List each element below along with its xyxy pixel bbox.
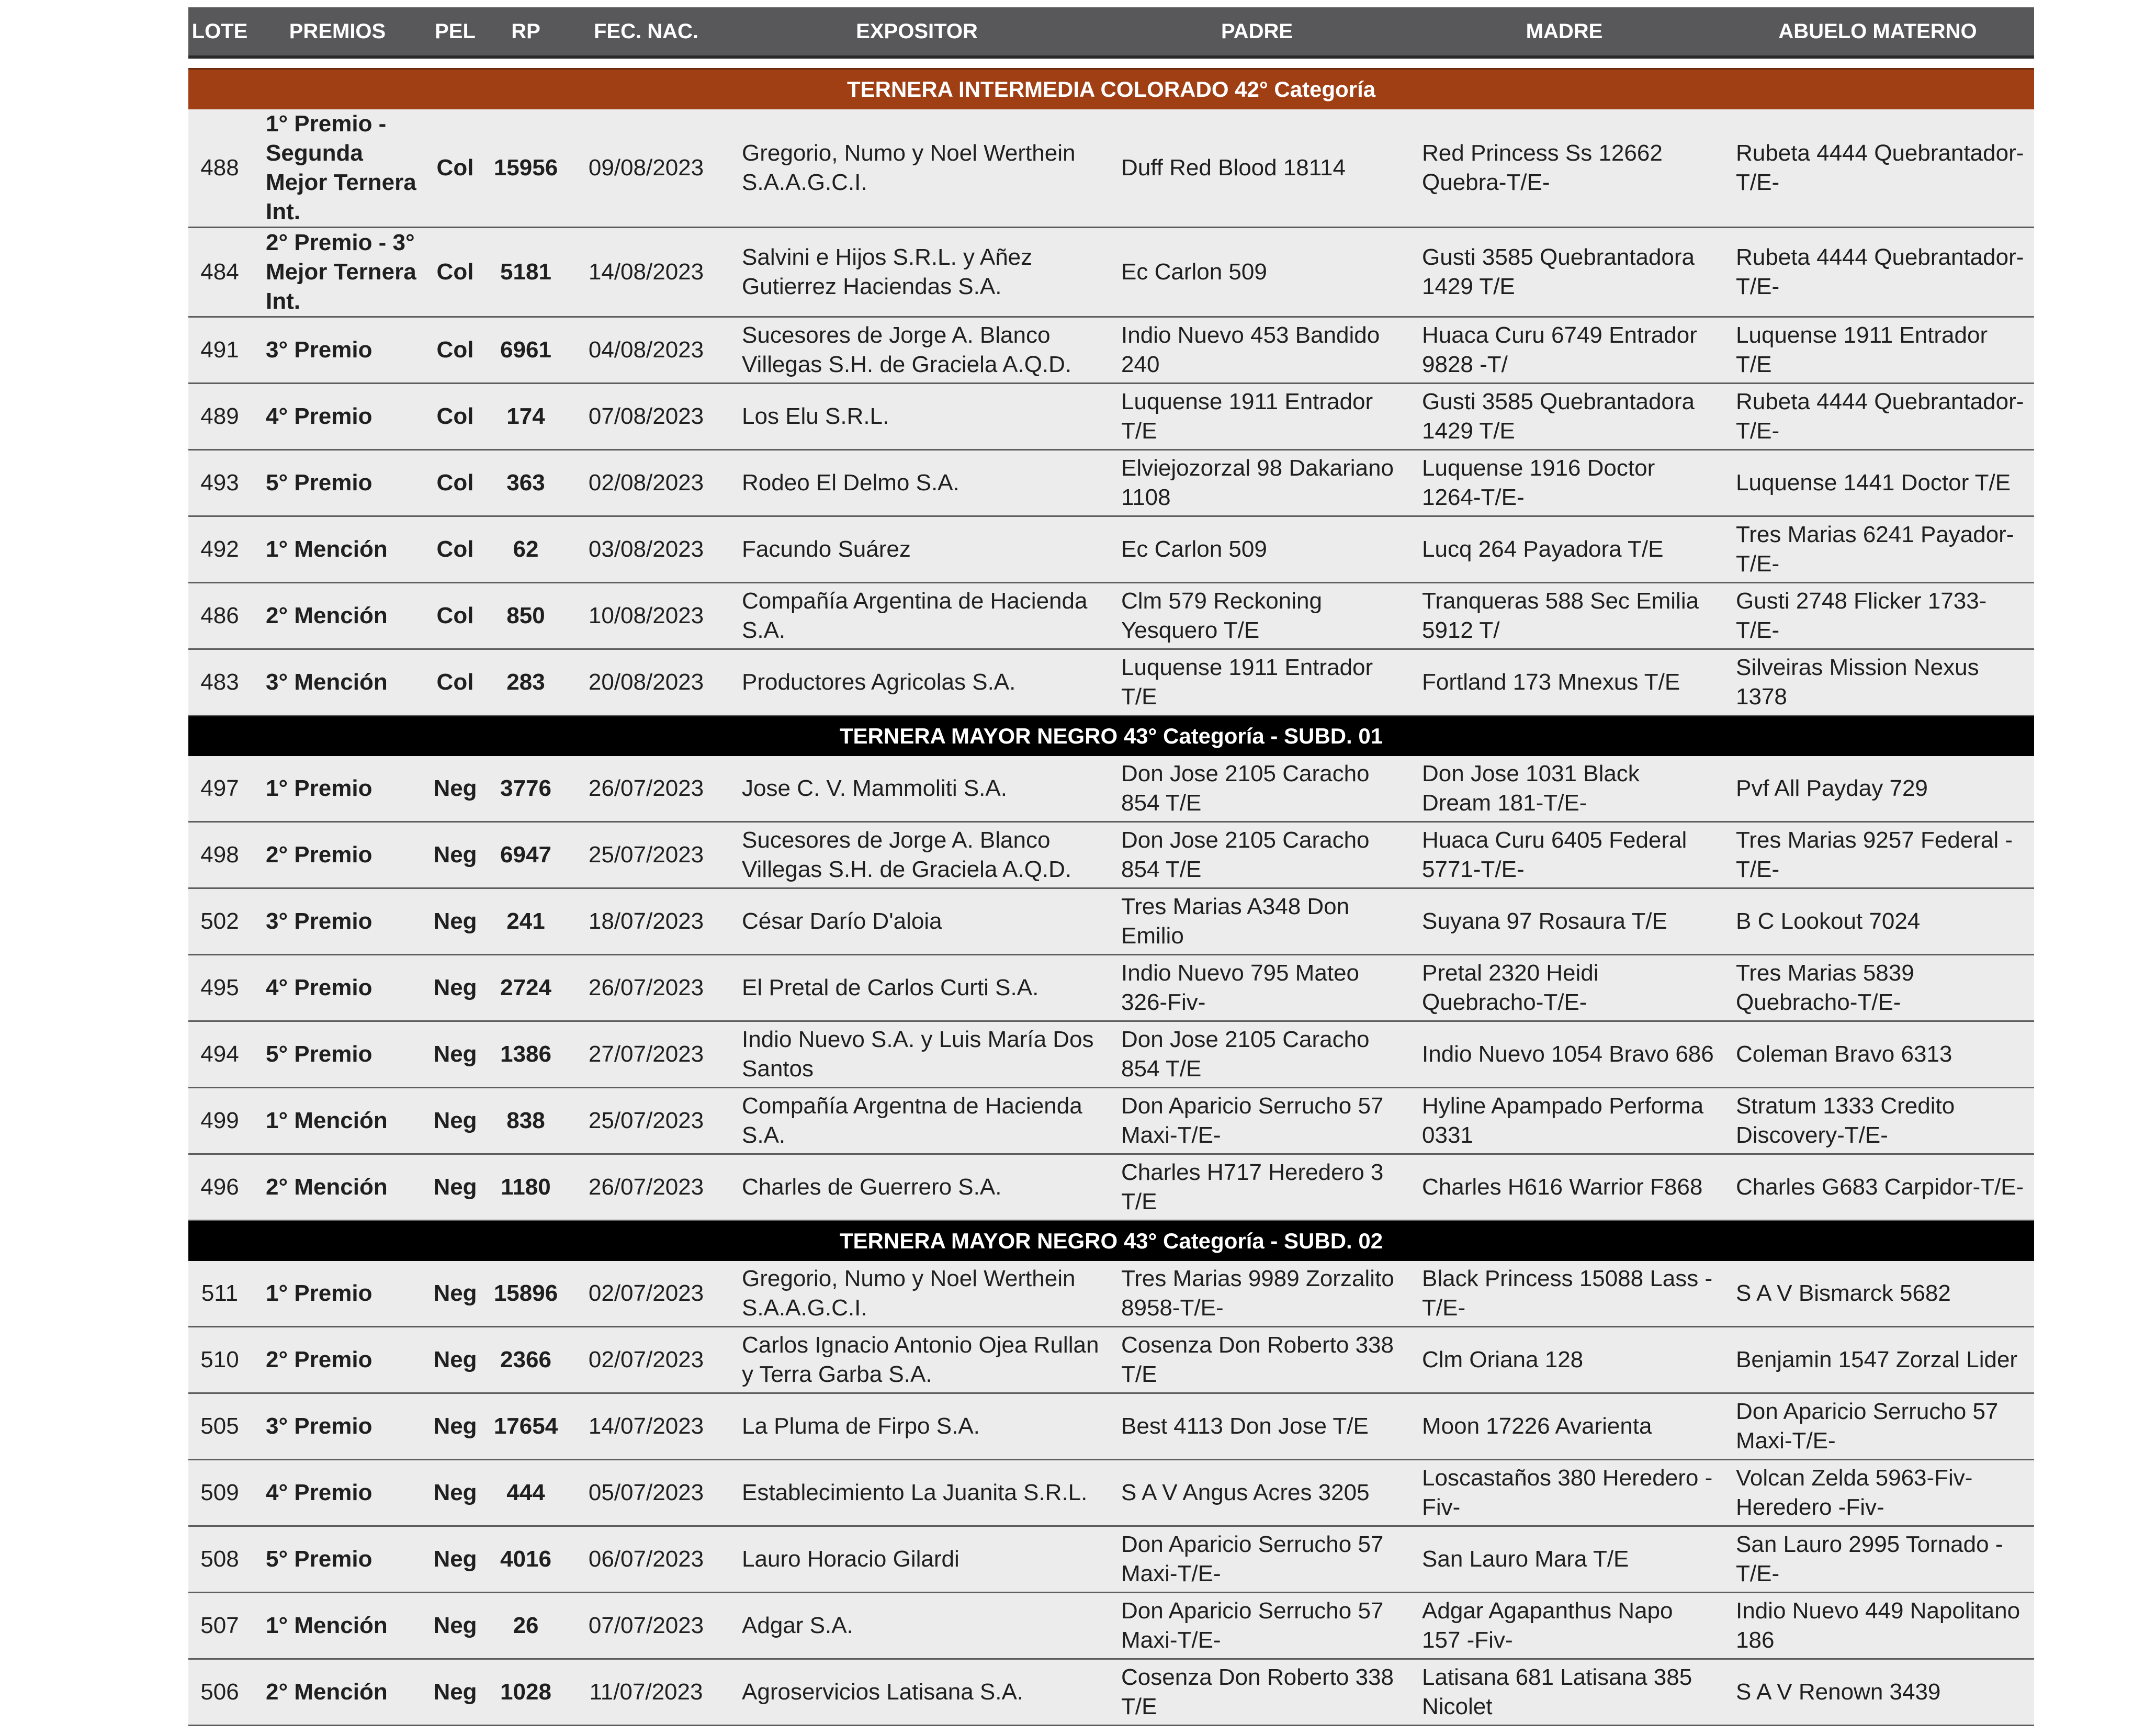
category-title: TERNERA MAYOR NEGRO 43° Categoría - SUBD. 01 [188, 716, 2034, 757]
expositor-cell: Compañía Argentina de Hacienda S.A. [727, 583, 1107, 649]
rp-cell: 6961 [487, 317, 565, 384]
madre-cell: Lucq 264 Payadora T/E [1407, 516, 1721, 583]
table-row [188, 1460, 2034, 1526]
abuelo-materno-cell: Benjamin 1547 Zorzal Lider [1721, 1327, 2034, 1393]
table-row [188, 1659, 2034, 1726]
fec-nac-cell: 02/07/2023 [565, 1327, 727, 1393]
fec-nac-cell: 07/08/2023 [565, 384, 727, 450]
lote-cell: 491 [188, 317, 251, 384]
lote-cell: 494 [188, 1021, 251, 1088]
pel-cell: Col [424, 516, 487, 583]
abuelo-materno-cell: Coleman Bravo 6313 [1721, 1021, 2034, 1088]
results-table [188, 7, 2034, 1726]
padre-cell: Cosenza Don Roberto 338 T/E [1107, 1327, 1407, 1393]
lote-cell: 497 [188, 756, 251, 822]
abuelo-materno-cell: Rubeta 4444 Quebrantador-T/E- [1721, 228, 2034, 317]
padre-cell: Clm 579 Reckoning Yesquero T/E [1107, 583, 1407, 649]
lote-cell: 499 [188, 1088, 251, 1154]
premio-cell: 5° Premio [251, 1021, 424, 1088]
rp-cell: 1028 [487, 1659, 565, 1726]
rp-cell: 4016 [487, 1526, 565, 1593]
fec-nac-cell: 26/07/2023 [565, 756, 727, 822]
rp-cell: 6947 [487, 822, 565, 888]
rp-cell: 1386 [487, 1021, 565, 1088]
rp-cell: 838 [487, 1088, 565, 1154]
fec-nac-cell: 05/07/2023 [565, 1460, 727, 1526]
rp-cell: 15896 [487, 1261, 565, 1327]
madre-cell: Luquense 1916 Doctor 1264-T/E- [1407, 450, 1721, 516]
rp-cell: 174 [487, 384, 565, 450]
padre-cell: Tres Marias 9989 Zorzalito 8958-T/E- [1107, 1261, 1407, 1327]
madre-cell: Hyline Apampado Performa 0331 [1407, 1088, 1721, 1154]
lote-cell: 486 [188, 583, 251, 649]
lote-cell: 510 [188, 1327, 251, 1393]
table-row [188, 1021, 2034, 1088]
premio-cell: 3° Premio [251, 317, 424, 384]
pel-cell: Neg [424, 1327, 487, 1393]
expositor-cell: Gregorio, Numo y Noel Werthein S.A.A.G.C.I. [727, 109, 1107, 228]
padre-cell: Ec Carlon 509 [1107, 516, 1407, 583]
rp-cell: 3776 [487, 756, 565, 822]
category-title: TERNERA INTERMEDIA COLORADO 42° Categoría [188, 69, 2034, 110]
abuelo-materno-cell: Pvf All Payday 729 [1721, 756, 2034, 822]
pel-cell: Neg [424, 1088, 487, 1154]
padre-cell: Don Aparicio Serrucho 57 Maxi-T/E- [1107, 1593, 1407, 1659]
lote-cell: 502 [188, 888, 251, 955]
abuelo-materno-cell: Luquense 1441 Doctor T/E [1721, 450, 2034, 516]
lote-cell: 484 [188, 228, 251, 317]
abuelo-materno-cell: Tres Marias 5839 Quebracho-T/E- [1721, 955, 2034, 1021]
premio-cell: 3° Mención [251, 649, 424, 716]
table-row [188, 1154, 2034, 1221]
rp-cell: 5181 [487, 228, 565, 317]
abuelo-materno-cell: Silveiras Mission Nexus 1378 [1721, 649, 2034, 716]
rp-cell: 2366 [487, 1327, 565, 1393]
pel-cell: Neg [424, 1154, 487, 1221]
premio-cell: 1° Premio - Segunda Mejor Ternera Int. [251, 109, 424, 228]
abuelo-materno-cell: San Lauro 2995 Tornado -T/E- [1721, 1526, 2034, 1593]
lote-cell: 498 [188, 822, 251, 888]
premio-cell: 2° Mención [251, 583, 424, 649]
lote-cell: 506 [188, 1659, 251, 1726]
lote-cell: 483 [188, 649, 251, 716]
pel-cell: Neg [424, 1526, 487, 1593]
lote-cell: 496 [188, 1154, 251, 1221]
fec-nac-cell: 07/07/2023 [565, 1593, 727, 1659]
madre-cell: Latisana 681 Latisana 385 Nicolet [1407, 1659, 1721, 1726]
premio-cell: 2° Mención [251, 1154, 424, 1221]
expositor-cell: Indio Nuevo S.A. y Luis María Dos Santos [727, 1021, 1107, 1088]
table-row [188, 317, 2034, 384]
expositor-cell: Agroservicios Latisana S.A. [727, 1659, 1107, 1726]
rp-cell: 241 [487, 888, 565, 955]
fec-nac-cell: 11/07/2023 [565, 1659, 727, 1726]
padre-cell: Cosenza Don Roberto 338 T/E [1107, 1659, 1407, 1726]
table-row [188, 1088, 2034, 1154]
table-row [188, 516, 2034, 583]
fec-nac-cell: 25/07/2023 [565, 1088, 727, 1154]
pel-cell: Neg [424, 888, 487, 955]
premio-cell: 2° Premio [251, 822, 424, 888]
pel-cell: Neg [424, 1593, 487, 1659]
abuelo-materno-cell: Indio Nuevo 449 Napolitano 186 [1721, 1593, 2034, 1659]
expositor-cell: El Pretal de Carlos Curti S.A. [727, 955, 1107, 1021]
fec-nac-cell: 27/07/2023 [565, 1021, 727, 1088]
col-header-pel: PEL [424, 7, 487, 57]
abuelo-materno-cell: S A V Bismarck 5682 [1721, 1261, 2034, 1327]
padre-cell: Luquense 1911 Entrador T/E [1107, 649, 1407, 716]
abuelo-materno-cell: Volcan Zelda 5963-Fiv-Heredero -Fiv- [1721, 1460, 2034, 1526]
padre-cell: S A V Angus Acres 3205 [1107, 1460, 1407, 1526]
abuelo-materno-cell: Tres Marias 9257 Federal -T/E- [1721, 822, 2034, 888]
expositor-cell: Productores Agricolas S.A. [727, 649, 1107, 716]
abuelo-materno-cell: Don Aparicio Serrucho 57 Maxi-T/E- [1721, 1393, 2034, 1460]
madre-cell: Moon 17226 Avarienta [1407, 1393, 1721, 1460]
table-row [188, 1327, 2034, 1393]
expositor-cell: Sucesores de Jorge A. Blanco Villegas S.H. de Graciela A.Q.D. [727, 822, 1107, 888]
abuelo-materno-cell: S A V Renown 3439 [1721, 1659, 2034, 1726]
col-header-premios: PREMIOS [251, 7, 424, 57]
abuelo-materno-cell: Gusti 2748 Flicker 1733-T/E- [1721, 583, 2034, 649]
madre-cell: Huaca Curu 6749 Entrador 9828 -T/ [1407, 317, 1721, 384]
premio-cell: 4° Premio [251, 384, 424, 450]
table-row [188, 756, 2034, 822]
rp-cell: 283 [487, 649, 565, 716]
rp-cell: 26 [487, 1593, 565, 1659]
madre-cell: Indio Nuevo 1054 Bravo 686 [1407, 1021, 1721, 1088]
table-row [188, 1593, 2034, 1659]
table-row [188, 583, 2034, 649]
rp-cell: 444 [487, 1460, 565, 1526]
fec-nac-cell: 14/07/2023 [565, 1393, 727, 1460]
category-header-row [188, 69, 2034, 110]
pel-cell: Col [424, 109, 487, 228]
pel-cell: Neg [424, 756, 487, 822]
madre-cell: Loscastaños 380 Heredero -Fiv- [1407, 1460, 1721, 1526]
abuelo-materno-cell: Charles G683 Carpidor-T/E- [1721, 1154, 2034, 1221]
fec-nac-cell: 02/08/2023 [565, 450, 727, 516]
madre-cell: Gusti 3585 Quebrantadora 1429 T/E [1407, 384, 1721, 450]
table-row [188, 1261, 2034, 1327]
premio-cell: 2° Premio [251, 1327, 424, 1393]
fec-nac-cell: 25/07/2023 [565, 822, 727, 888]
fec-nac-cell: 02/07/2023 [565, 1261, 727, 1327]
rp-cell: 62 [487, 516, 565, 583]
premio-cell: 1° Mención [251, 1593, 424, 1659]
madre-cell: Black Princess 15088 Lass -T/E- [1407, 1261, 1721, 1327]
abuelo-materno-cell: Stratum 1333 Credito Discovery-T/E- [1721, 1088, 2034, 1154]
fec-nac-cell: 20/08/2023 [565, 649, 727, 716]
fec-nac-cell: 10/08/2023 [565, 583, 727, 649]
expositor-cell: Adgar S.A. [727, 1593, 1107, 1659]
expositor-cell: Lauro Horacio Gilardi [727, 1526, 1107, 1593]
expositor-cell: Sucesores de Jorge A. Blanco Villegas S.H. de Graciela A.Q.D. [727, 317, 1107, 384]
madre-cell: Don Jose 1031 Black Dream 181-T/E- [1407, 756, 1721, 822]
table-row [188, 450, 2034, 516]
rp-cell: 15956 [487, 109, 565, 228]
col-header-madre: MADRE [1407, 7, 1721, 57]
premio-cell: 3° Premio [251, 1393, 424, 1460]
madre-cell: Gusti 3585 Quebrantadora 1429 T/E [1407, 228, 1721, 317]
table-row [188, 384, 2034, 450]
expositor-cell: César Darío D'aloia [727, 888, 1107, 955]
madre-cell: Charles H616 Warrior F868 [1407, 1154, 1721, 1221]
fec-nac-cell: 18/07/2023 [565, 888, 727, 955]
lote-cell: 488 [188, 109, 251, 228]
padre-cell: Elviejozorzal 98 Dakariano 1108 [1107, 450, 1407, 516]
expositor-cell: Charles de Guerrero S.A. [727, 1154, 1107, 1221]
pel-cell: Neg [424, 1393, 487, 1460]
abuelo-materno-cell: Rubeta 4444 Quebrantador-T/E- [1721, 384, 2034, 450]
padre-cell: Don Jose 2105 Caracho 854 T/E [1107, 1021, 1407, 1088]
col-header-expositor: EXPOSITOR [727, 7, 1107, 57]
fec-nac-cell: 26/07/2023 [565, 1154, 727, 1221]
expositor-cell: Salvini e Hijos S.R.L. y Añez Gutierrez Haciendas S.A. [727, 228, 1107, 317]
fec-nac-cell: 14/08/2023 [565, 228, 727, 317]
lote-cell: 493 [188, 450, 251, 516]
lote-cell: 507 [188, 1593, 251, 1659]
table-row [188, 1393, 2034, 1460]
table-row [188, 822, 2034, 888]
header-row [188, 7, 2034, 57]
premio-cell: 2° Mención [251, 1659, 424, 1726]
pel-cell: Neg [424, 955, 487, 1021]
lote-cell: 489 [188, 384, 251, 450]
pel-cell: Neg [424, 1021, 487, 1088]
fec-nac-cell: 03/08/2023 [565, 516, 727, 583]
padre-cell: Don Jose 2105 Caracho 854 T/E [1107, 822, 1407, 888]
expositor-cell: Rodeo El Delmo S.A. [727, 450, 1107, 516]
lote-cell: 509 [188, 1460, 251, 1526]
padre-cell: Tres Marias A348 Don Emilio [1107, 888, 1407, 955]
table-row [188, 888, 2034, 955]
madre-cell: Adgar Agapanthus Napo 157 -Fiv- [1407, 1593, 1721, 1659]
category-header-row [188, 716, 2034, 757]
premio-cell: 1° Mención [251, 1088, 424, 1154]
abuelo-materno-cell: Luquense 1911 Entrador T/E [1721, 317, 2034, 384]
fec-nac-cell: 06/07/2023 [565, 1526, 727, 1593]
col-header-rp: RP [487, 7, 565, 57]
madre-cell: Pretal 2320 Heidi Quebracho-T/E- [1407, 955, 1721, 1021]
abuelo-materno-cell: B C Lookout 7024 [1721, 888, 2034, 955]
expositor-cell: Los Elu S.R.L. [727, 384, 1107, 450]
madre-cell: Tranqueras 588 Sec Emilia 5912 T/ [1407, 583, 1721, 649]
pel-cell: Neg [424, 822, 487, 888]
padre-cell: Luquense 1911 Entrador T/E [1107, 384, 1407, 450]
padre-cell: Ec Carlon 509 [1107, 228, 1407, 317]
abuelo-materno-cell: Rubeta 4444 Quebrantador-T/E- [1721, 109, 2034, 228]
rp-cell: 363 [487, 450, 565, 516]
fec-nac-cell: 09/08/2023 [565, 109, 727, 228]
padre-cell: Don Aparicio Serrucho 57 Maxi-T/E- [1107, 1088, 1407, 1154]
madre-cell: Suyana 97 Rosaura T/E [1407, 888, 1721, 955]
premio-cell: 1° Premio [251, 1261, 424, 1327]
pel-cell: Neg [424, 1659, 487, 1726]
expositor-cell: Carlos Ignacio Antonio Ojea Rullan y Terra Garba S.A. [727, 1327, 1107, 1393]
premio-cell: 4° Premio [251, 955, 424, 1021]
col-header-lote: LOTE [188, 7, 251, 57]
fec-nac-cell: 26/07/2023 [565, 955, 727, 1021]
table-row [188, 649, 2034, 716]
pel-cell: Neg [424, 1460, 487, 1526]
expositor-cell: Compañía Argentna de Hacienda S.A. [727, 1088, 1107, 1154]
col-header-fec-nac: FEC. NAC. [565, 7, 727, 57]
madre-cell: Huaca Curu 6405 Federal 5771-T/E- [1407, 822, 1721, 888]
expositor-cell: Jose C. V. Mammoliti S.A. [727, 756, 1107, 822]
padre-cell: Duff Red Blood 18114 [1107, 109, 1407, 228]
expositor-cell: Gregorio, Numo y Noel Werthein S.A.A.G.C.I. [727, 1261, 1107, 1327]
pel-cell: Col [424, 450, 487, 516]
table-row [188, 1526, 2034, 1593]
category-header-row [188, 1221, 2034, 1262]
col-header-abuelo-materno: ABUELO MATERNO [1721, 7, 2034, 57]
premio-cell: 1° Mención [251, 516, 424, 583]
lote-cell: 511 [188, 1261, 251, 1327]
category-title: TERNERA MAYOR NEGRO 43° Categoría - SUBD. 02 [188, 1221, 2034, 1262]
rp-cell: 2724 [487, 955, 565, 1021]
padre-cell: Indio Nuevo 453 Bandido 240 [1107, 317, 1407, 384]
padre-cell: Charles H717 Heredero 3 T/E [1107, 1154, 1407, 1221]
padre-cell: Don Aparicio Serrucho 57 Maxi-T/E- [1107, 1526, 1407, 1593]
table-row [188, 955, 2034, 1021]
lote-cell: 505 [188, 1393, 251, 1460]
madre-cell: Fortland 173 Mnexus T/E [1407, 649, 1721, 716]
expositor-cell: Facundo Suárez [727, 516, 1107, 583]
pel-cell: Neg [424, 1261, 487, 1327]
premio-cell: 5° Premio [251, 1526, 424, 1593]
pel-cell: Col [424, 228, 487, 317]
premio-cell: 2° Premio - 3° Mejor Ternera Int. [251, 228, 424, 317]
col-header-padre: PADRE [1107, 7, 1407, 57]
padre-cell: Best 4113 Don Jose T/E [1107, 1393, 1407, 1460]
padre-cell: Don Jose 2105 Caracho 854 T/E [1107, 756, 1407, 822]
pel-cell: Col [424, 649, 487, 716]
pel-cell: Col [424, 583, 487, 649]
table-row [188, 109, 2034, 228]
pel-cell: Col [424, 317, 487, 384]
madre-cell: Clm Oriana 128 [1407, 1327, 1721, 1393]
madre-cell: San Lauro Mara T/E [1407, 1526, 1721, 1593]
premio-cell: 4° Premio [251, 1460, 424, 1526]
padre-cell: Indio Nuevo 795 Mateo 326-Fiv- [1107, 955, 1407, 1021]
spacer-row [188, 57, 2034, 69]
rp-cell: 850 [487, 583, 565, 649]
lote-cell: 492 [188, 516, 251, 583]
madre-cell: Red Princess Ss 12662 Quebra-T/E- [1407, 109, 1721, 228]
abuelo-materno-cell: Tres Marias 6241 Payador-T/E- [1721, 516, 2034, 583]
premio-cell: 5° Premio [251, 450, 424, 516]
rp-cell: 1180 [487, 1154, 565, 1221]
fec-nac-cell: 04/08/2023 [565, 317, 727, 384]
pel-cell: Col [424, 384, 487, 450]
rp-cell: 17654 [487, 1393, 565, 1460]
table-row [188, 228, 2034, 317]
premio-cell: 1° Premio [251, 756, 424, 822]
lote-cell: 508 [188, 1526, 251, 1593]
premio-cell: 3° Premio [251, 888, 424, 955]
expositor-cell: Establecimiento La Juanita S.R.L. [727, 1460, 1107, 1526]
lote-cell: 495 [188, 955, 251, 1021]
table-body [188, 57, 2034, 1726]
expositor-cell: La Pluma de Firpo S.A. [727, 1393, 1107, 1460]
